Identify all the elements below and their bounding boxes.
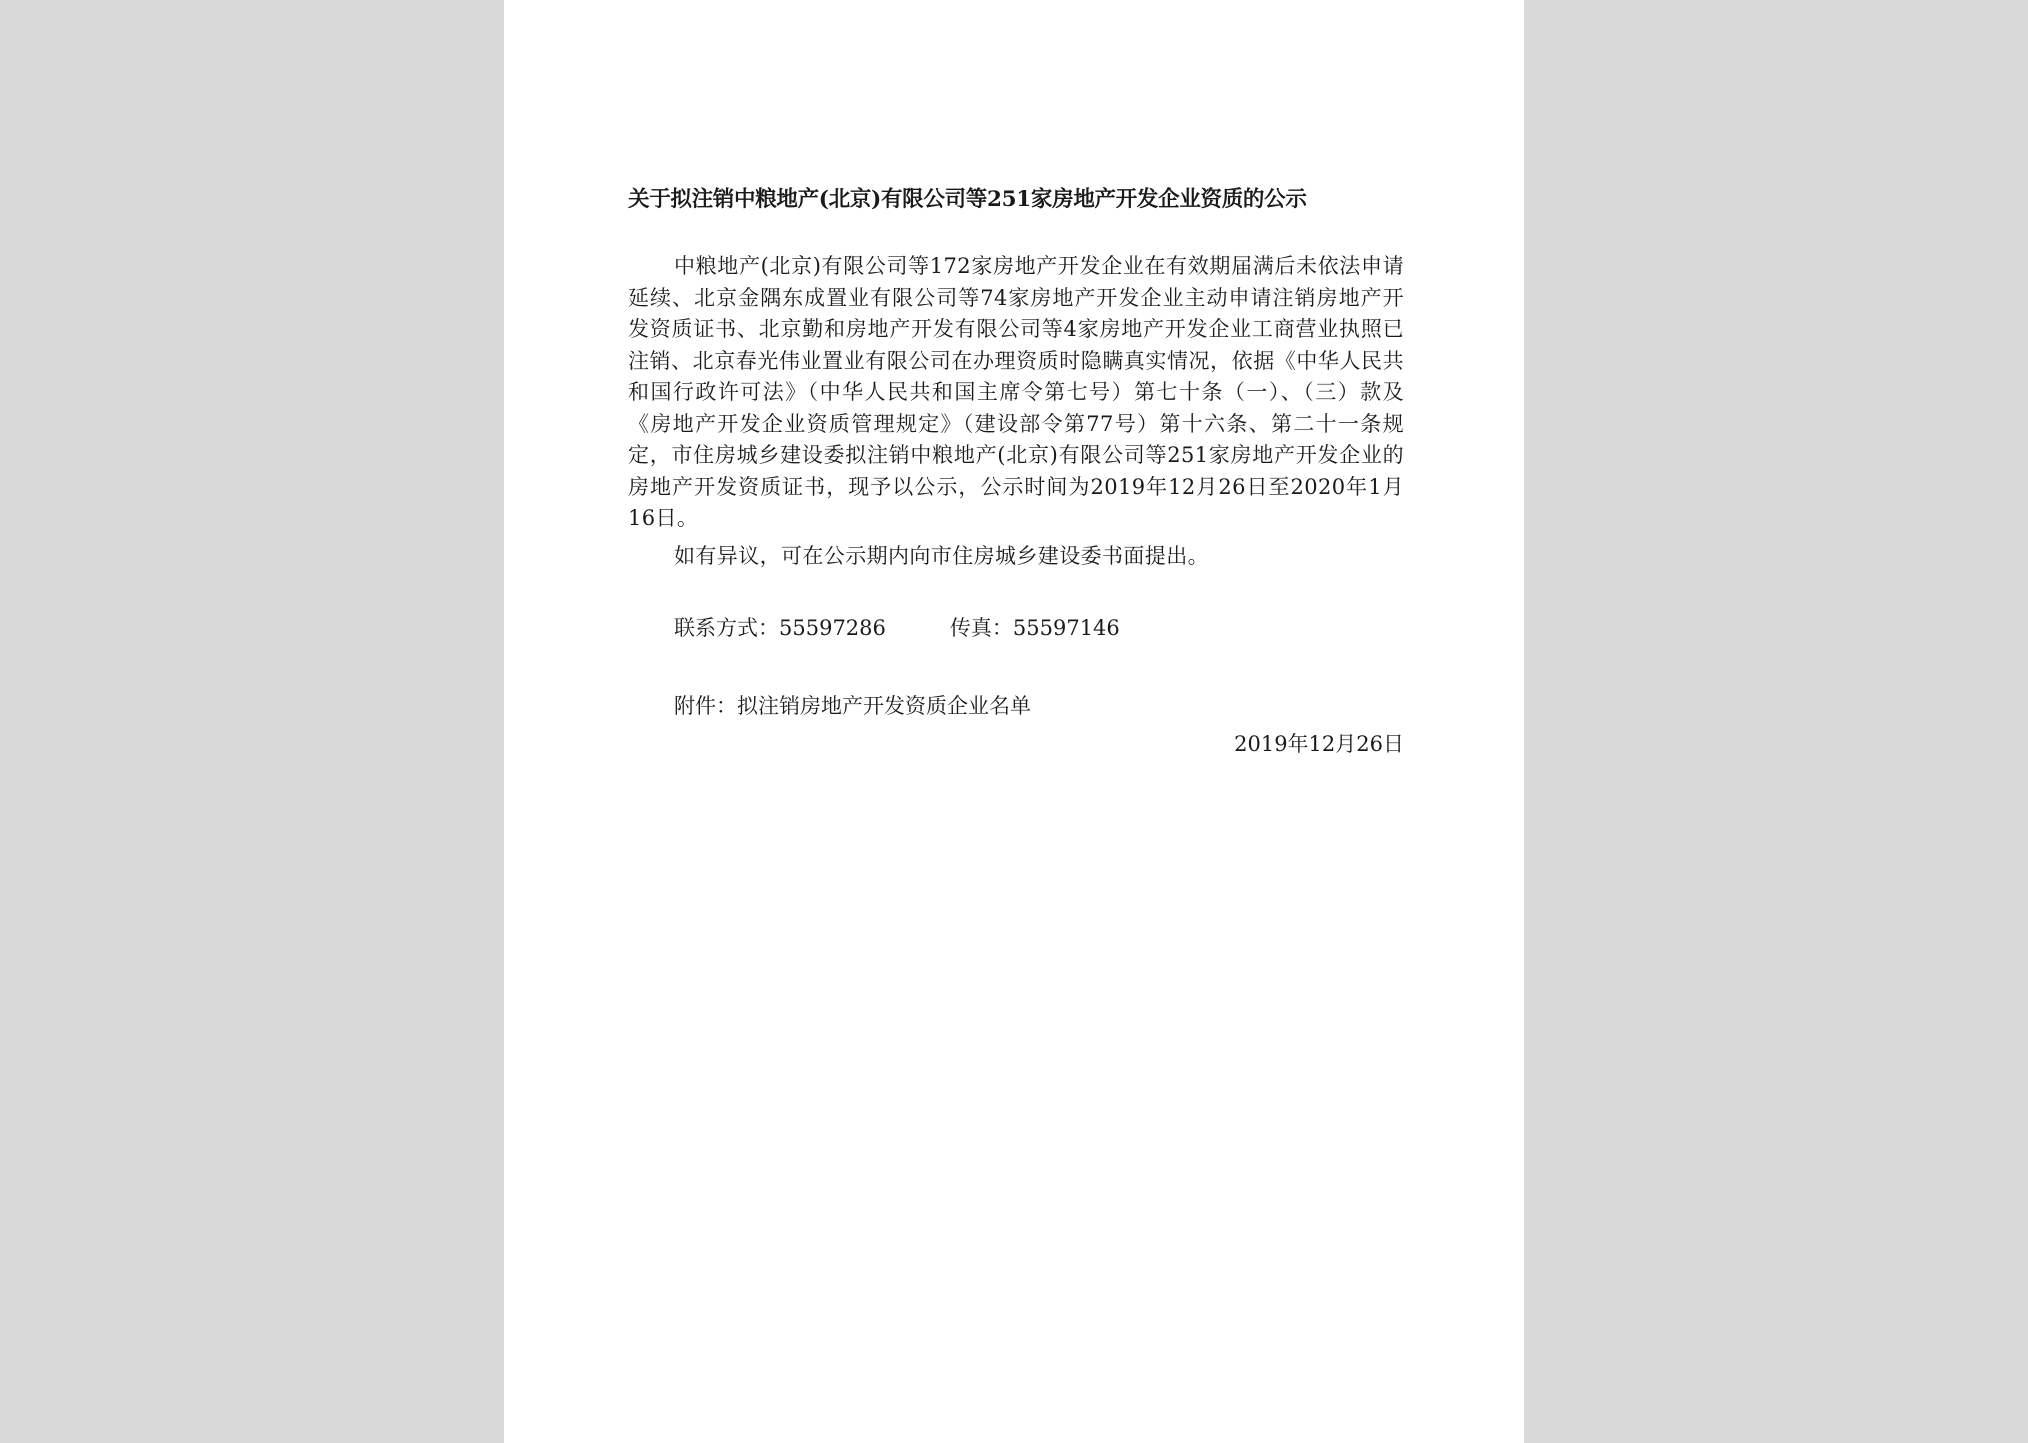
page-content [628,183,1404,760]
body-paragraph-objection: 如有异议，可在公示期内向市住房城乡建设委书面提出。 [674,543,1209,568]
document-page [504,0,1524,1443]
document-title: 关于拟注销中粮地产(北京)有限公司等251家房地产开发企业资质的公示 [628,187,1307,212]
contact-phone: 联系方式：55597286 [674,616,886,640]
attachment-line: 附件：拟注销房地产开发资质企业名单 [674,694,1031,718]
contact-fax: 传真：55597146 [949,616,1120,640]
contact-line [674,612,1404,644]
document-date: 2019年12月26日 [1234,732,1404,756]
body-paragraph-main: 中粮地产(北京)有限公司等172家房地产开发企业在有效期届满后未依法申请延续、北京金隅东成置业有限公司等74家房地产开发企业主动申请注销房地产开发资质证书、北京勤和房地产开发有限公司等4家房地产开发企业工商营业执照已注销、北京春光伟业置业有限公司在办理资质时隐瞒真实情况，依据《中华人民共和国行政许可法》（中华人民共和国主席令第七号）第七十条（一）、（三）款及《房地产开发企业资质管理规定》（建设部令第77号）第十六条、第二十一条规定，市住房城乡建设委拟注销中粮地产(北京)有限公司等251家房地产开发企业的房地产开发资质证书，现予以公示，公示时间为2019年12月26日至2020年1月16日。 [628,254,1404,530]
